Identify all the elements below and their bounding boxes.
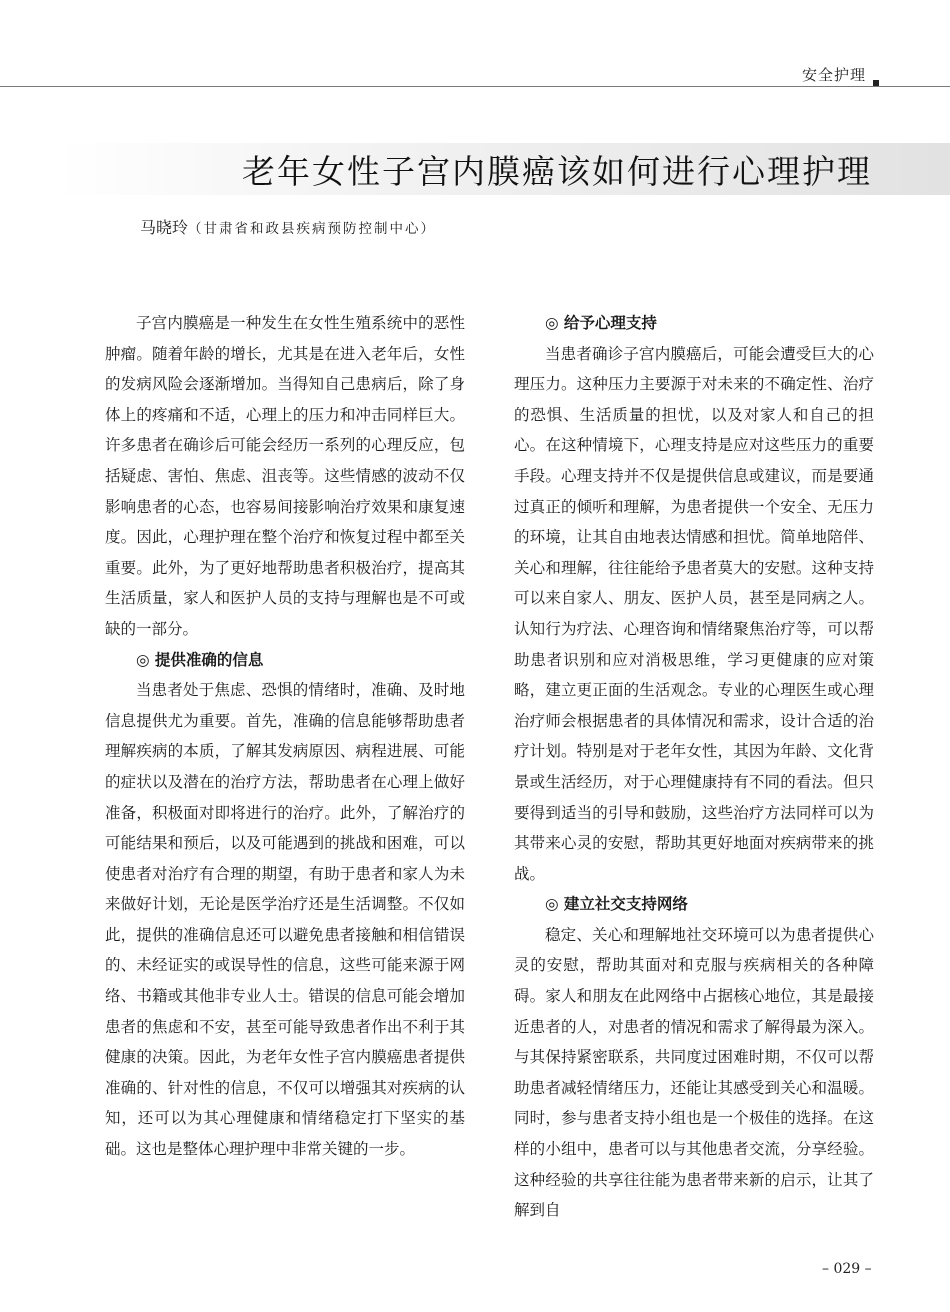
social-network-paragraph: 稳定、关心和理解地社交环境可以为患者提供心灵的安慰，帮助其面对和克服与疾病相关的各种障碍。家人和朋友在此网络中占据核心地位，其是最接近患者的人，对患者的情况和需求了解得最为深入。与其保持紧密联系，共同度过困难时期，不仅可以帮助患者减轻情绪压力，还能让其感受到关心和温暖。同时，参与患者支持小组也是一个极佳的选择。在这样的小组中，患者可以与其他患者交流，分享经验。这种经验的共享往往能为患者带来新的启示，让其了解到自 [514, 925, 874, 1220]
author-affiliation: （甘肃省和政县疾病预防控制中心） [188, 221, 437, 237]
byline [140, 215, 436, 238]
author-name: 马晓玲 [140, 218, 189, 237]
intro-paragraph: 子宫内膜癌是一种发生在女性生殖系统中的恶性肿瘤。随着年龄的增长，尤其是在进入老年后，女性的发病风险会逐渐增加。当得知自己患病后，除了身体上的疼痛和不适，心理上的压力和冲击同样巨大。许多患者在确诊后可能会经历一系列的心理反应，包括疑虑、害怕、焦虑、沮丧等。这些情感的波动不仅影响患者的心态，也容易间接影响治疗效果和康复速度。因此，心理护理在整个治疗和恢复过程中都至关重要。此外，为了更好地帮助患者积极治疗，提高其生活质量，家人和医护人员的支持与理解也是不可或缺的一部分。 [105, 314, 465, 638]
section-square-mark [873, 80, 879, 86]
article-title: 老年女性子宫内膜癌该如何进行心理护理 [242, 152, 872, 191]
section-heading-accurate-info: ◎ 提供准确的信息 [136, 650, 264, 669]
section-heading-psych-support: ◎ 给予心理支持 [545, 314, 657, 332]
accurate-info-paragraph: 当患者处于焦虑、恐惧的情绪时，准确、及时地信息提供尤为重要。首先，准确的信息能够帮助患者理解疾病的本质，了解其发病原因、病程进展、可能的症状以及潜在的治疗方法，帮助患者在心理上做好准备，积极面对即将进行的治疗。此外，了解治疗的可能结果和预后，以及可能遇到的挑战和困难，可以使患者对治疗有合理的期望，有助于患者和家人为未来做好计划，无论是医学治疗还是生活调整。不仅如此，提供的准确信息还可以避免患者接触和相信错误的、未经证实的或误导性的信息，这些可能来源于网络、书籍或其他非专业人士。错误的信息可能会增加患者的焦虑和不安，甚至可能导致患者作出不利于其健康的决策。因此，为老年女性子宫内膜癌患者提供准确的、针对性的信息，不仅可以增强其对疾病的认知，还可以为其心理健康和情绪稳定打下坚实的基础。这也是整体心理护理中非常关键的一步。 [105, 681, 465, 1159]
psych-support-paragraph: 当患者确诊子宫内膜癌后，可能会遭受巨大的心理压力。这种压力主要源于对未来的不确定性、治疗的恐惧、生活质量的担忧，以及对家人和自己的担心。在这种情境下，心理支持是应对这些压力的重要手段。心理支持并不仅是提供信息或建议，而是要通过真正的倾听和理解，为患者提供一个安全、无压力的环境，让其自由地表达情感和担忧。简单地陪伴、关心和理解，往往能给予患者莫大的安慰。这种支持可以来自家人、朋友、医护人员，甚至是同病之人。认知行为疗法、心理咨询和情绪聚焦治疗等，可以帮助患者识别和应对消极思维，学习更健康的应对策略，建立更正面的生活观念。专业的心理医生或心理治疗师会根据患者的具体情况和需求，设计合适的治疗计划。特别是对于老年女性，其因为年龄、文化背景或生活经历，对于心理健康持有不同的看法。但只要得到适当的引导和鼓励，这些治疗方法同样可以为其带来心灵的安慰，帮助其更好地面对疾病带来的挑战。 [514, 344, 874, 883]
right-column [514, 308, 874, 1226]
section-heading-social-network: ◎ 建立社交支持网络 [545, 895, 688, 914]
header-rule [0, 86, 950, 87]
section-label: 安全护理 [801, 66, 866, 84]
page-number: – 029 – [822, 1261, 872, 1277]
left-column [105, 308, 465, 1165]
